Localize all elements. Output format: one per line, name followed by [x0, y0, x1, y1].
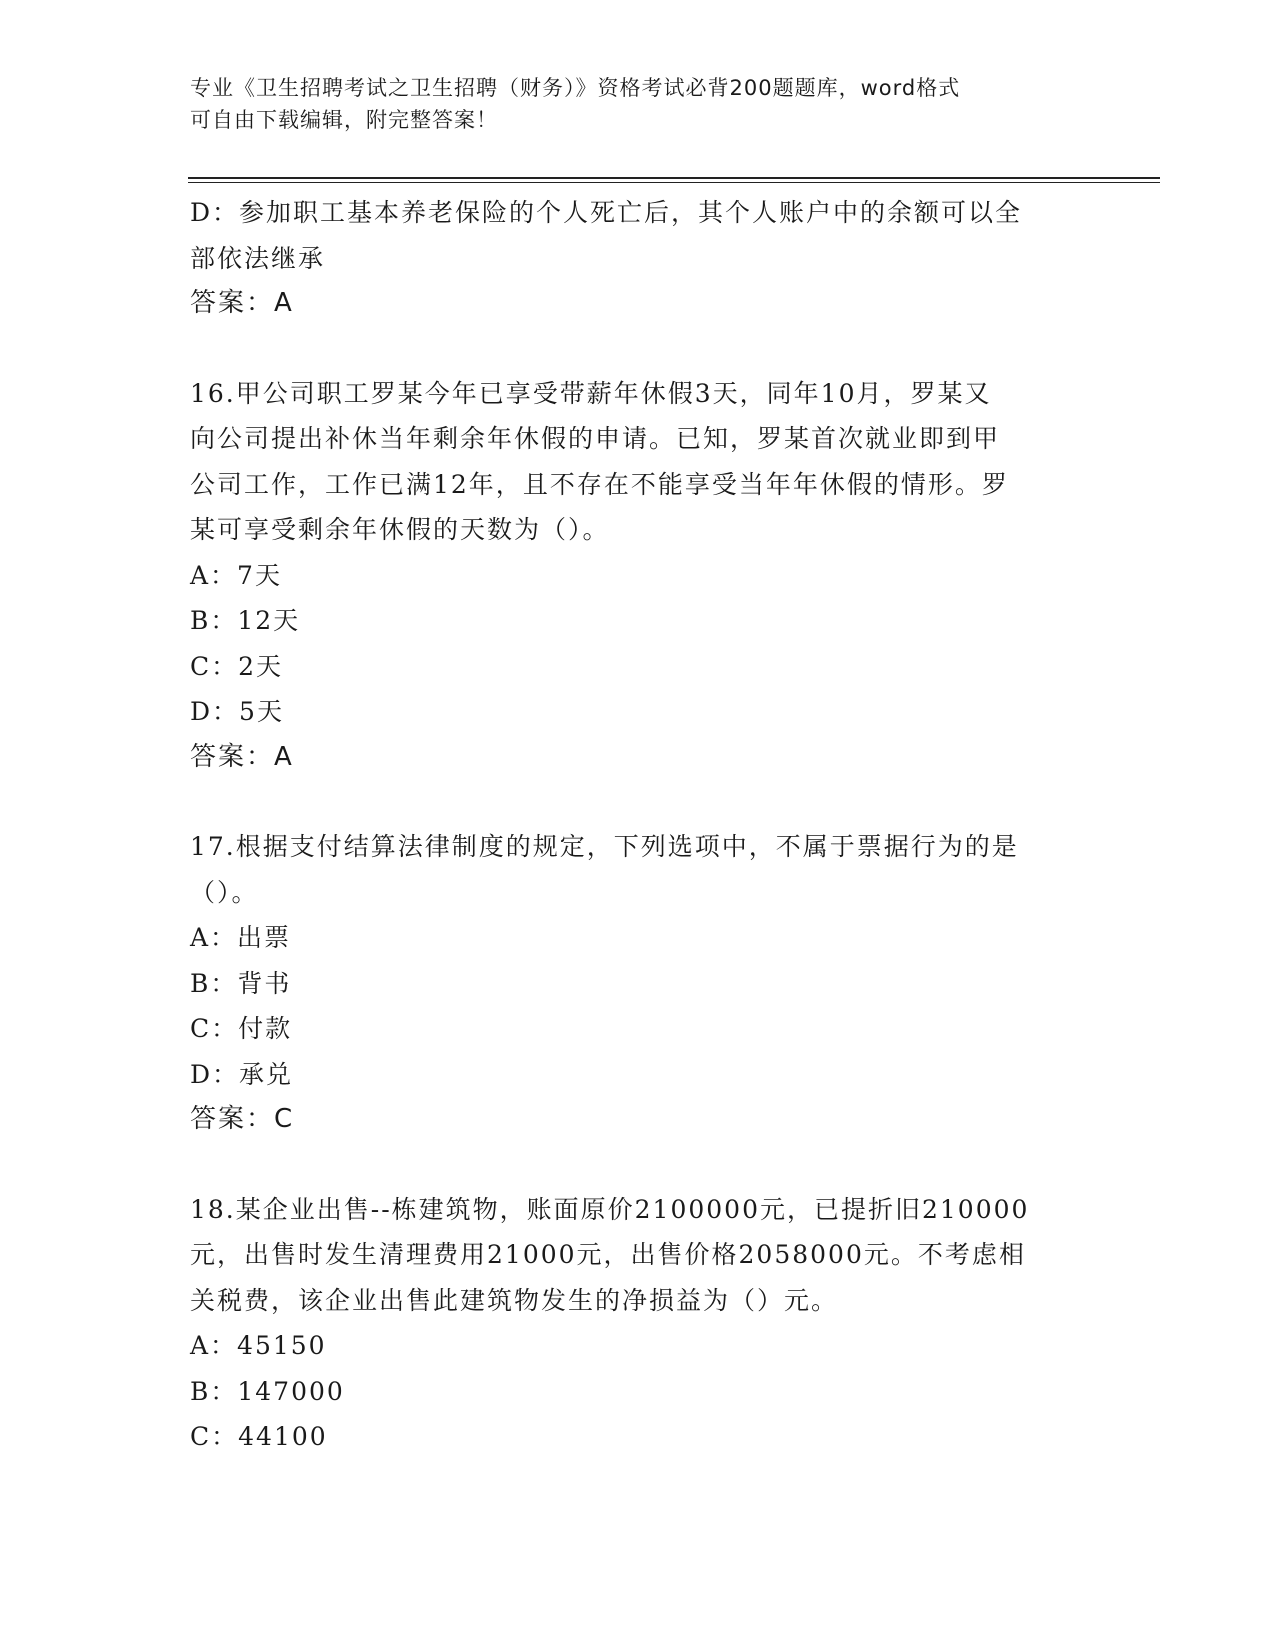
spacer: [190, 1143, 1090, 1187]
option-b: B：147000: [190, 1376, 345, 1406]
question-17: [190, 824, 1090, 1143]
header-divider-thick: [188, 177, 1160, 179]
option-d: D：参加职工基本养老保险的个人死亡后，其个人账户中的余额可以全: [190, 198, 1023, 227]
question-stem: 某可享受剩余年休假的天数为（）。: [190, 515, 610, 544]
question-16: [190, 371, 1090, 781]
question-stem: 公司工作，工作已满12年，且不存在不能享受当年年休假的情形。罗: [190, 469, 1009, 499]
header-title-line-1: 专业《卫生招聘考试之卫生招聘（财务）》资格考试必背200题题库，word格式: [190, 76, 961, 100]
spacer: [190, 327, 1090, 371]
option-a: A：出票: [190, 923, 292, 952]
header-title-line-2: 可自由下载编辑，附完整答案！: [190, 108, 498, 132]
option-b: B：12天: [190, 606, 301, 635]
question-stem: 关税费，该企业出售此建筑物发生的净损益为（）元。: [190, 1285, 839, 1315]
spacer: [190, 780, 1090, 824]
question-stem: 16.甲公司职工罗某今年已享受带薪年休假3天，同年10月，罗某又: [190, 378, 992, 408]
answer: 答案：A: [190, 288, 294, 318]
header-divider-thin: [188, 182, 1160, 183]
option-a: A：7天: [190, 560, 282, 590]
question-stem: 向公司提出补休当年剩余年休假的申请。已知，罗某首次就业即到甲: [190, 424, 1001, 453]
document-body: [190, 190, 1090, 1460]
page-header: [190, 72, 1090, 136]
question-stem: 18.某企业出售--栋建筑物，账面原价2100000元，已提折旧210000: [190, 1194, 1030, 1224]
question-18: [190, 1187, 1090, 1460]
option-a: A：45150: [190, 1331, 327, 1360]
option-d: D：承兑: [190, 1059, 294, 1089]
question-15-tail: [190, 190, 1090, 327]
option-d-continued: 部依法继承: [190, 243, 326, 273]
option-c: C：44100: [190, 1422, 328, 1451]
option-c: C：付款: [190, 1014, 293, 1043]
question-stem: 17.根据支付结算法律制度的规定，下列选项中，不属于票据行为的是: [190, 832, 1019, 861]
answer: 答案：A: [190, 741, 294, 772]
option-c: C：2天: [190, 651, 284, 681]
question-stem: （）。: [190, 877, 259, 907]
question-stem: 元，出售时发生清理费用21000元，出售价格2058000元。不考虑相: [190, 1240, 1026, 1269]
option-b: B：背书: [190, 968, 292, 998]
answer: 答案：C: [190, 1104, 295, 1134]
option-d: D：5天: [190, 697, 284, 726]
